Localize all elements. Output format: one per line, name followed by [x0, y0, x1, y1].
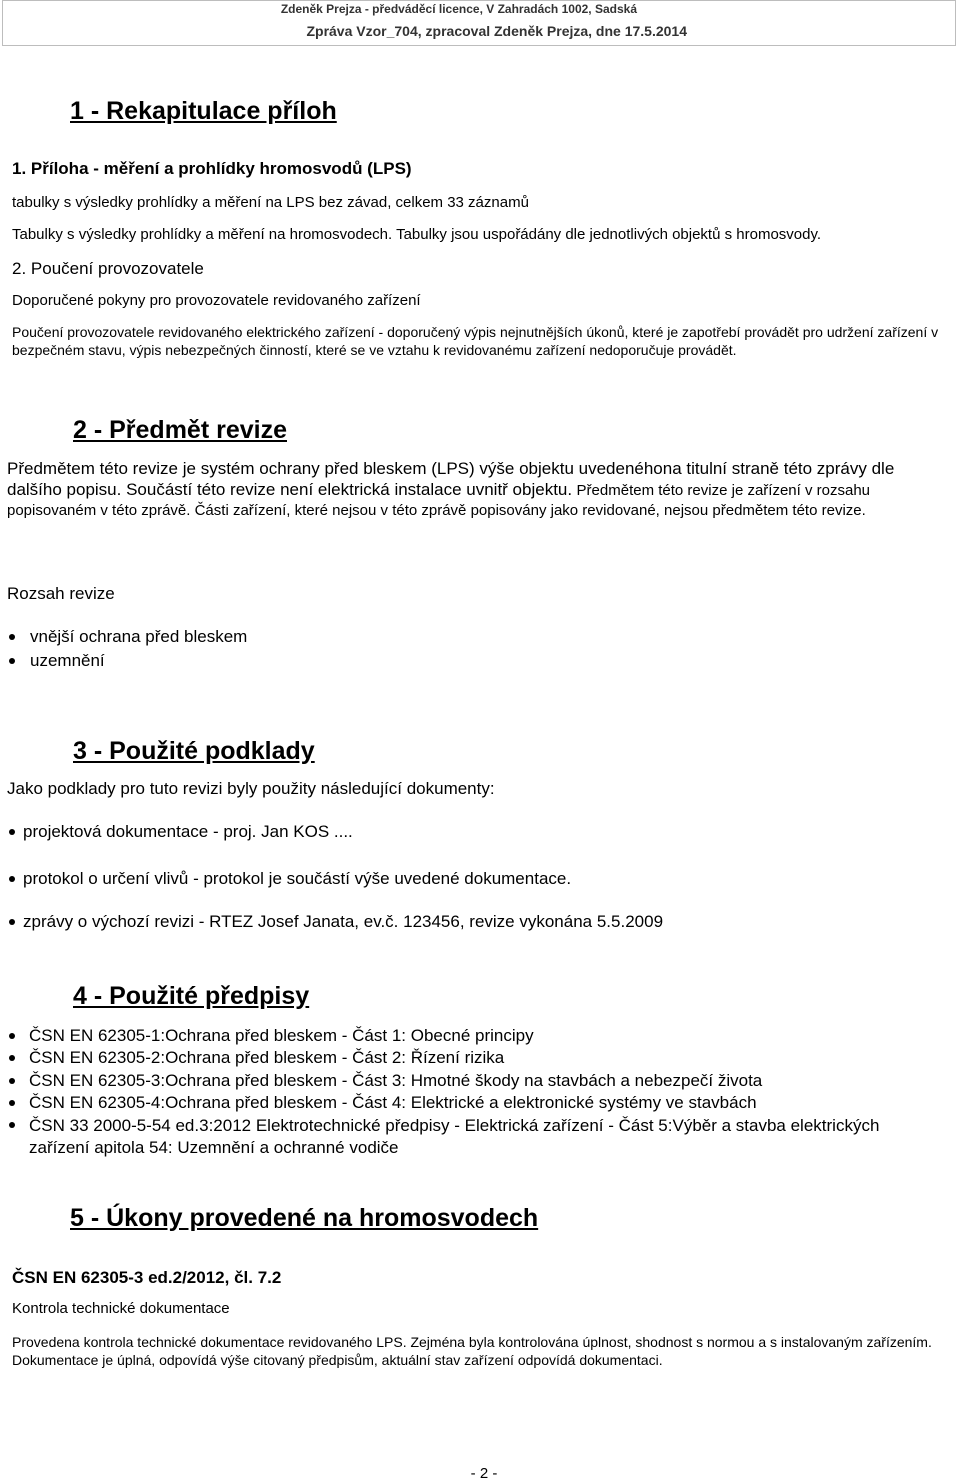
section5-subtitle: Kontrola technické dokumentace: [12, 1300, 230, 1317]
regulation-item: ČSN EN 62305-2:Ochrana před bleskem - Část 2: Řízení rizika: [29, 1048, 505, 1067]
document-item: zprávy o výchozí revizi - RTEZ Josef Janata, ev.č. 123456, revize vykonána 5.5.2009: [23, 912, 664, 931]
regulation-item: ČSN EN 62305-3:Ochrana před bleskem - Část 3: Hmotné škody na stavbách a nebezpečí života: [29, 1071, 763, 1090]
header-report: Zpráva Vzor_704, zpracoval Zdeněk Prejza, dne 17.5.2014: [306, 23, 687, 39]
section2-paragraph-b: Předmětem této revize je zařízení v rozsahu popisovaném v této zprávě. Části zařízení, které nejsou v této zprávě popisovány jako revidované, nejsou předmětem této revize.: [7, 482, 871, 519]
document-item: projektová dokumentace - proj. Jan KOS ....: [23, 822, 353, 841]
page-number-label: - 2 -: [470, 1465, 498, 1482]
regulation-item: ČSN 33 2000-5-54 ed.3:2012 Elektrotechnické předpisy - Elektrická zařízení - Část 5:Výběr a stavba elektrických zařízení apitola 54: Uzemnění a ochranné vodiče: [29, 1116, 880, 1157]
scope-item: uzemnění: [30, 651, 105, 670]
section3-intro: Jako podklady pro tuto revizi byly použity následující dokumenty:: [7, 779, 495, 798]
bullet-icon: [9, 1122, 15, 1128]
section2-paragraph-a: Předmětem této revize je systém ochrany před bleskem (LPS) výše objektu uvedenéhona titulní straně této zprávy dle dalšího popisu. Součástí této revize není elektrická instalace uvnitř objektu.: [7, 459, 895, 499]
attachment2-title: 2. Poučení provozovatele: [12, 259, 204, 278]
document-item: protokol o určení vlivů - protokol je součástí výše uvedené dokumentace.: [23, 869, 572, 888]
page-header: [2, 0, 956, 46]
attachment1-title: 1. Příloha - měření a prohlídky hromosvodů (LPS): [12, 159, 412, 178]
section5-norm: ČSN EN 62305-3 ed.2/2012, čl. 7.2: [12, 1268, 282, 1287]
section2-paragraph: [7, 459, 952, 521]
attachment2-subtitle: Doporučené pokyny pro provozovatele revidovaného zařízení: [12, 292, 421, 309]
section3-title: 3 - Použité podklady: [73, 737, 315, 765]
bullet-icon: [9, 1055, 15, 1061]
section5-text: Provedena kontrola technické dokumentace revidovaného LPS. Zejména byla kontrolována úplnost, shodnost s normou a s instalovaným zařízením. Dokumentace je úplná, odpovídá výše citovaný předpisům, aktuální stav zařízení odpovídá dokumentaci.: [12, 1334, 932, 1368]
bullet-icon: [9, 658, 15, 664]
bullet-icon: [9, 1100, 15, 1106]
bullet-icon: [9, 829, 15, 835]
section5-title: 5 - Úkony provedené na hromosvodech: [70, 1204, 539, 1232]
section4-title: 4 - Použité předpisy: [73, 982, 310, 1010]
scope-title: Rozsah revize: [7, 584, 115, 603]
bullet-icon: [9, 634, 15, 640]
section2-title: 2 - Předmět revize: [73, 416, 287, 444]
scope-item: vnější ochrana před bleskem: [30, 627, 248, 646]
section1-title: 1 - Rekapitulace příloh: [70, 97, 337, 125]
regulation-item: ČSN EN 62305-1:Ochrana před bleskem - Část 1: Obecné principy: [29, 1026, 534, 1045]
header-company: Zdeněk Prejza - předváděcí licence, V Zahradách 1002, Sadská: [280, 2, 637, 16]
bullet-icon: [9, 1078, 15, 1084]
bullet-icon: [9, 919, 15, 925]
attachment2-text: Poučení provozovatele revidovaného elektrického zařízení - doporučený výpis nejnutnějších úkonů, které je zapotřebí provádět pro udržení zařízení v bezpečném stavu, výpis nebezpečných činností, které se ve vztahu k revidovanému zařízení nedoporučuje provádět.: [12, 324, 939, 358]
page-number: [0, 1465, 960, 1482]
attachment1-line1: tabulky s výsledky prohlídky a měření na LPS bez závad, celkem 33 záznamů: [12, 194, 529, 211]
regulation-item: ČSN EN 62305-4:Ochrana před bleskem - Část 4: Elektrické a elektronické systémy ve stavbách: [29, 1093, 757, 1112]
bullet-icon: [9, 1033, 15, 1039]
bullet-icon: [9, 876, 15, 882]
attachment1-line2: Tabulky s výsledky prohlídky a měření na hromosvodech. Tabulky jsou uspořádány dle jednotlivých objektů s hromosvody.: [12, 226, 822, 243]
